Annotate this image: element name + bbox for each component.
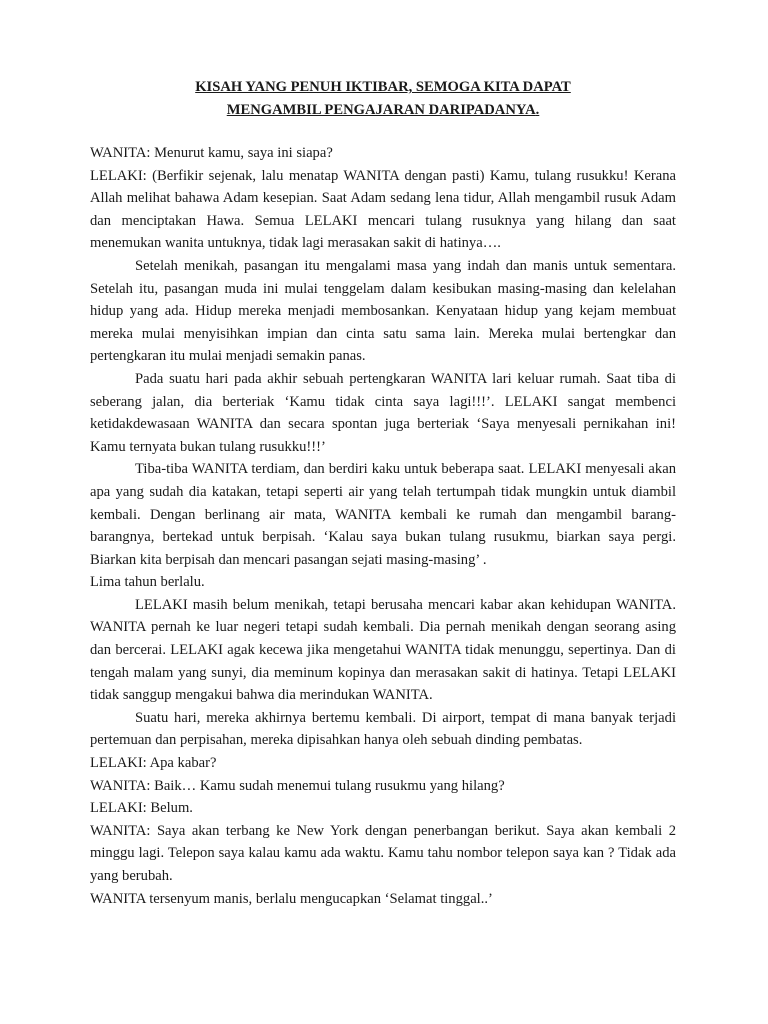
- title-line-2-period: .: [535, 101, 540, 118]
- dialogue-line: WANITA: Saya akan terbang ke New York dengan penerbangan berikut. Saya akan kembali 2 minggu lagi. Telepon saya kalau kamu ada waktu. Kamu tahu nombor telepon saya kan ? Tidak ada yang berubah.: [90, 822, 676, 884]
- dialogue-line: LELAKI: Belum.: [90, 800, 193, 817]
- narrative-paragraph: Suatu hari, mereka akhirnya bertemu kembali. Di airport, tempat di mana banyak terjadi pertemuan dan perpisahan, mereka dipisahkan hanya oleh sebuah dinding pembatas.: [90, 709, 676, 749]
- title-line-2: [90, 99, 676, 122]
- narrative-paragraph: LELAKI masih belum menikah, tetapi berusaha mencari kabar akan kehidupan WANITA. WANITA pernah ke luar negeri tetapi sudah kembali. Dia pernah menikah dengan seorang asing dan bercerai. LELAKI agak kecewa jika mengetahui WANITA tidak menunggu, sepertinya. Dan di tengah malam yang sunyi, dia meminum kopinya dan merasakan sakit di hatinya. Tetapi LELAKI tidak sanggup mengakui bahwa dia merindukan WANITA.: [90, 596, 676, 704]
- narrative-line: Lima tahun berlalu.: [90, 574, 205, 591]
- title-line-1: KISAH YANG PENUH IKTIBAR, SEMOGA KITA DAPAT: [195, 79, 571, 95]
- document-page: [90, 76, 676, 910]
- title-spacer: [90, 121, 676, 142]
- dialogue-line: WANITA: Baik… Kamu sudah menemui tulang rusukmu yang hilang?: [90, 777, 505, 794]
- narrative-line: WANITA tersenyum manis, berlalu mengucapkan ‘Selamat tinggal..’: [90, 890, 493, 907]
- narrative-paragraph: Setelah menikah, pasangan itu mengalami masa yang indah dan manis untuk sementara. Setelah itu, pasangan muda ini mulai tenggelam dalam kesibukan masing-masing dan kelelahan hidup yang ada. Hidup mereka menjadi membosankan. Kenyataan hidup yang kejam membuat mereka mulai menyisihkan impian dan cinta satu sama lain. Mereka mulai bertengkar dan pertengkaran itu mulai menjadi semakin panas.: [90, 257, 676, 365]
- narrative-paragraph: Pada suatu hari pada akhir sebuah pertengkaran WANITA lari keluar rumah. Saat tiba di seberang jalan, dia berteriak ‘Kamu tidak cinta saya lagi!!!’. LELAKI sangat membenci ketidakdewasaan WANITA dan secara spontan juga berteriak ‘Saya menyesali pernikahan ini! Kamu ternyata bukan tulang rusukku!!!’: [90, 370, 676, 455]
- dialogue-line: LELAKI: (Berfikir sejenak, lalu menatap WANITA dengan pasti) Kamu, tulang rusukku! Kerana Allah melihat bahawa Adam kesepian. Saat Adam sedang lena tidur, Allah mengambil rusuk Adam dan menciptakan Hawa. Semua LELAKI mencari tulang rusuknya yang hilang dan saat menemukan wanita untuknya, tidak lagi merasakan sakit di hatinya….: [90, 167, 676, 252]
- dialogue-line: WANITA: Menurut kamu, saya ini siapa?: [90, 145, 333, 161]
- dialogue-line: LELAKI: Apa kabar?: [90, 755, 217, 772]
- narrative-paragraph: Tiba-tiba WANITA terdiam, dan berdiri kaku untuk beberapa saat. LELAKI menyesali akan apa yang sudah dia katakan, tetapi seperti air yang telah tertumpah tidak mungkin untuk diambil kembali. Dengan berlinang air mata, WANITA kembali ke rumah dan mengambil barang-barangnya, bertekad untuk berpisah. ‘Kalau saya bukan tulang rusukmu, biarkan saya pergi. Biarkan kita berpisah dan mencari pasangan sejati masing-masing’ .: [90, 461, 676, 568]
- title-line-2-text: MENGAMBIL PENGAJARAN DARIPADANYA: [226, 101, 536, 118]
